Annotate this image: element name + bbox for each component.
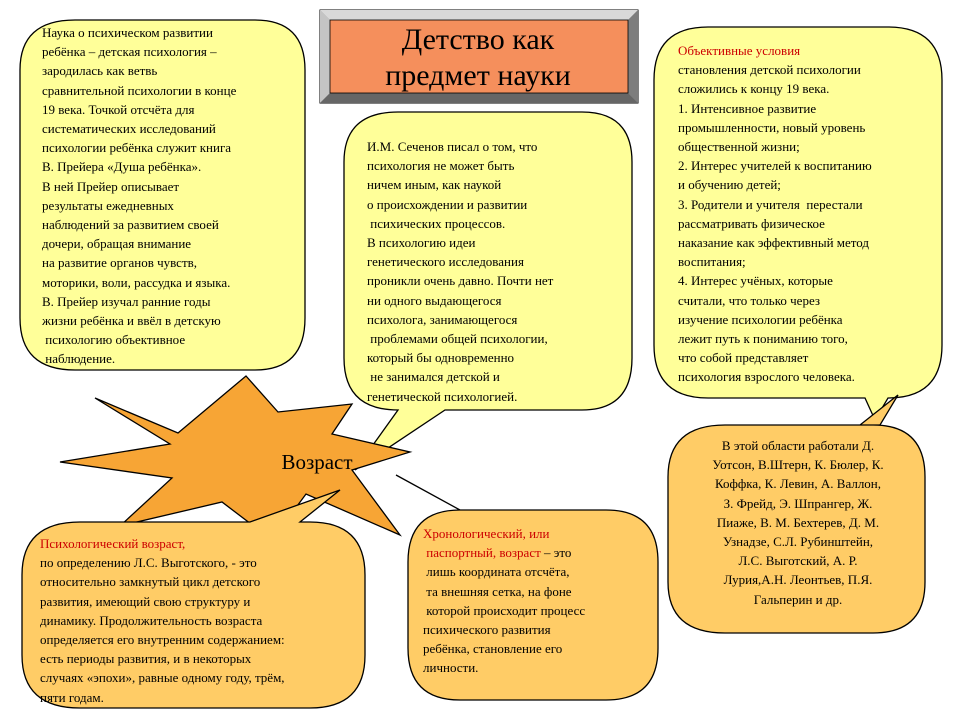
title-line-2: предмет науки bbox=[385, 59, 571, 92]
right-callout-heading: Объективные условия bbox=[678, 43, 801, 58]
bottom-middle-callout-line: личности. bbox=[423, 660, 479, 676]
bottom-middle-heading-2: паспортный, возраст bbox=[423, 545, 541, 561]
age-label: Возраст bbox=[281, 450, 353, 474]
page-title bbox=[328, 22, 628, 94]
left-callout-line: зародилась как ветвь bbox=[42, 63, 158, 79]
middle-callout-text bbox=[367, 137, 627, 406]
right-callout-line: 1. Интенсивное развитие bbox=[678, 100, 817, 116]
left-callout-line: на развитие органов чувств, bbox=[42, 255, 198, 271]
bottom-middle-callout-line: та внешняя сетка, на фоне bbox=[423, 583, 572, 599]
right-callout-line: наказание как эффективный метод bbox=[678, 235, 870, 251]
bottom-left-callout-line: динамику. Продолжительность возраста bbox=[40, 612, 263, 628]
middle-callout-line: генетического исследования bbox=[367, 254, 524, 270]
bottom-right-callout-line: В этой области работали Д. bbox=[721, 438, 875, 453]
left-callout-line: жизни ребёнка и ввёл в детскую bbox=[42, 313, 221, 329]
bottom-left-heading: Психологический возраст, bbox=[40, 536, 186, 551]
left-callout-line: психологии ребёнка служит книга bbox=[42, 140, 232, 156]
middle-callout-line: психолога, занимающегося bbox=[367, 311, 518, 327]
bottom-left-callout-line: относительно замкнутый цикл детского bbox=[40, 574, 261, 590]
bottom-right-callout-line: З. Фрейд, Э. Шпрангер, Ж. bbox=[723, 495, 873, 511]
middle-callout-line: ни одного выдающегося bbox=[367, 292, 502, 308]
bottom-left-callout-line: по определению Л.С. Выготского, - это bbox=[40, 555, 257, 571]
middle-callout-line: проникли очень давно. Почти нет bbox=[367, 273, 554, 289]
right-callout-line: рассматривать физическое bbox=[678, 215, 825, 231]
left-callout-line: 19 века. Точкой отсчёта для bbox=[42, 101, 195, 117]
left-callout-line: В. Прейера «Душа ребёнка». bbox=[42, 159, 202, 175]
right-callout-line: 3. Родители и учителя перестали bbox=[678, 196, 863, 212]
middle-callout-line: генетической психологией. bbox=[367, 388, 518, 404]
middle-callout-line: В психологию идеи bbox=[367, 235, 476, 251]
bottom-right-callout-line: Лурия,А.Н. Леонтьев, П.Я. bbox=[723, 572, 873, 588]
left-callout-line: сравнительной психологии в конце bbox=[42, 82, 237, 98]
bottom-left-callout-line: случаях «эпохи», равные одному году, трём, bbox=[40, 670, 285, 686]
middle-callout-line: психических процессов. bbox=[367, 215, 506, 231]
bottom-middle-callout-line: психического развития bbox=[423, 622, 551, 638]
left-callout-line: дочери, обращая внимание bbox=[42, 236, 192, 252]
left-callout-line: В. Прейер изучал ранние годы bbox=[42, 293, 211, 309]
bottom-left-callout-line: пяти годам. bbox=[40, 689, 104, 705]
left-callout-line: наблюдений за развитием своей bbox=[42, 217, 219, 233]
bottom-middle-heading-suffix: – это bbox=[540, 545, 572, 561]
bottom-right-callout-line: Пиаже, В. М. Бехтерев, Д. М. bbox=[716, 514, 880, 530]
left-callout-text bbox=[42, 23, 300, 369]
left-callout-line: моторики, воли, рассудка и языка. bbox=[42, 274, 231, 290]
middle-callout-line: проблемами общей психологии, bbox=[367, 331, 548, 347]
bottom-right-callout-line: Л.С. Выготский, А. Р. bbox=[738, 553, 858, 569]
bottom-middle-callout-line: которой происходит процесс bbox=[423, 602, 586, 618]
bottom-middle-heading-1: Хронологический, или bbox=[423, 526, 550, 541]
right-callout-line: сложились к концу 19 века. bbox=[678, 81, 830, 97]
right-callout-line: становления детской психологии bbox=[678, 62, 861, 78]
right-callout-line: изучение психологии ребёнка bbox=[678, 311, 843, 327]
bottom-middle-callout-line: ребёнка, становление его bbox=[423, 641, 563, 657]
right-callout-line: 2. Интерес учителей к воспитанию bbox=[678, 158, 872, 174]
bottom-left-callout-text bbox=[40, 534, 360, 707]
right-callout-line: лежит путь к пониманию того, bbox=[678, 331, 848, 347]
bottom-right-callout-line: Уотсон, В.Штерн, К. Бюлер, К. bbox=[712, 457, 884, 473]
bottom-right-callout-line: Узнадзе, С.Л. Рубинштейн, bbox=[722, 534, 874, 550]
right-callout-line: промышленности, новый уровень bbox=[678, 119, 866, 135]
right-callout-line: воспитания; bbox=[678, 254, 746, 270]
bottom-middle-callout-line: лишь координата отсчёта, bbox=[423, 564, 570, 580]
middle-callout-line: о происхождении и развитии bbox=[367, 196, 528, 212]
right-callout-line: психология взрослого человека. bbox=[678, 369, 855, 385]
middle-callout-line: не занимался детской и bbox=[367, 369, 500, 385]
bottom-left-callout-line: определяется его внутренним содержанием: bbox=[40, 632, 285, 648]
right-callout-line: что собой представляет bbox=[678, 350, 809, 366]
right-callout-text bbox=[678, 41, 940, 387]
bottom-middle-callout-text bbox=[423, 524, 653, 678]
bottom-right-callout-line: Коффка, К. Левин, А. Валлон, bbox=[714, 476, 882, 492]
left-callout-line: В ней Прейер описывает bbox=[42, 178, 180, 194]
left-callout-line: результаты ежедневных bbox=[42, 197, 174, 213]
left-callout-line: психологию объективное bbox=[42, 332, 186, 348]
bottom-right-callout-line: Гальперин и др. bbox=[753, 591, 843, 607]
right-callout-line: считали, что только через bbox=[678, 292, 821, 308]
middle-callout-line: И.М. Сеченов писал о том, что bbox=[367, 139, 538, 154]
bottom-left-callout-line: развития, имеющий свою структуру и bbox=[40, 593, 251, 609]
left-callout-line: ребёнка – детская психология – bbox=[42, 44, 217, 60]
middle-callout-line: психология не может быть bbox=[367, 158, 515, 174]
right-callout-line: 4. Интерес учёных, которые bbox=[678, 273, 833, 289]
left-callout-line: Наука о психическом развитии bbox=[42, 25, 213, 40]
bottom-right-callout-text bbox=[676, 436, 920, 609]
right-callout-line: общественной жизни; bbox=[678, 139, 800, 155]
right-callout-line: и обучению детей; bbox=[678, 177, 781, 193]
title-line-1: Детство как bbox=[401, 23, 555, 56]
bottom-left-callout-line: есть периоды развития, и в некоторых bbox=[40, 651, 252, 667]
left-callout-line: систематических исследований bbox=[42, 121, 216, 137]
middle-callout-line: который бы одновременно bbox=[367, 350, 515, 366]
left-callout-line: наблюдение. bbox=[42, 351, 116, 367]
middle-callout-line: ничем иным, как наукой bbox=[367, 177, 502, 193]
